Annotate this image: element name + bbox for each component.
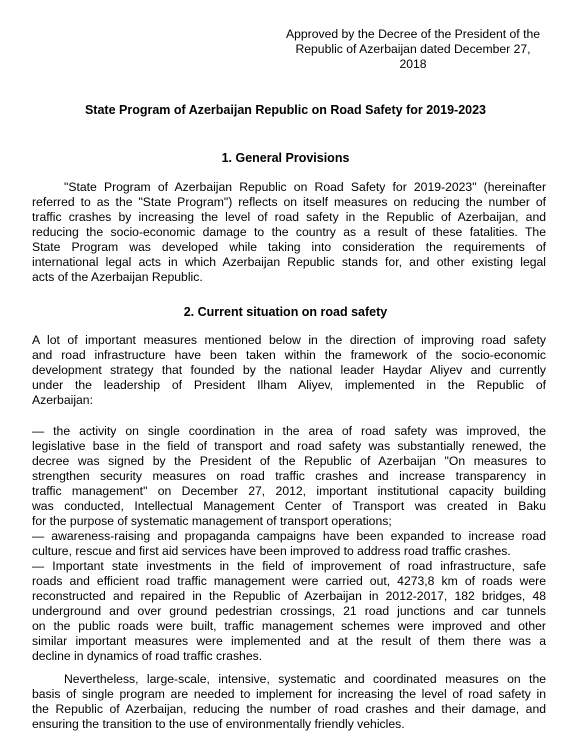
paragraph-line: basis of single program are needed to implement for increasing the level of road safety in — [32, 687, 546, 701]
list-item-line: culture, rescue and first aid services have been improved to address road traffic crashes. — [32, 544, 511, 558]
paragraph-line: State Program was developed while taking into consideration the requirements of — [32, 240, 546, 254]
document-title: State Program of Azerbaijan Republic on Road Safety for 2019-2023 — [84, 103, 487, 117]
paragraph-line: Azerbaijan: — [32, 393, 93, 407]
approval-line: Approved by the Decree of the President of the — [285, 27, 541, 41]
list-item-line: legislative base in the field of transport and road safety was substantially renewed, the — [32, 439, 546, 453]
paragraph-line: acts of the Azerbaijan Republic. — [32, 270, 203, 284]
list-item-line: decree was signed by the President of the Republic of Azerbaijan "On measures to — [32, 454, 546, 468]
current-situation-intro — [32, 333, 546, 408]
approval-line: 2018 — [399, 57, 427, 71]
list-item-line: for the purpose of systematic management of transport operations; — [32, 514, 392, 528]
approval-note — [278, 27, 548, 72]
paragraph-line: the Republic of Azerbaijan, reducing the number of road crashes and their damage, and — [32, 702, 546, 716]
paragraph-line: under the leadership of President Ilham Aliyev, implemented in the Republic of — [32, 378, 546, 392]
general-provisions-paragraph — [32, 180, 546, 285]
closing-paragraph — [32, 672, 546, 732]
list-item-line: was conducted, Intellectual Management Center of Transport was created in Baku — [32, 499, 546, 513]
section-heading-current-situation: 2. Current situation on road safety — [183, 305, 388, 319]
paragraph-line: development strategy that founded by the national leader Haydar Aliyev and currently — [32, 363, 546, 377]
paragraph-line: international legal acts in which Azerbaijan Republic stands for, and other existing legal — [32, 255, 546, 269]
paragraph-line: Nevertheless, large-scale, intensive, systematic and coordinated measures on the — [64, 672, 546, 686]
list-item-line: — awareness-raising and propaganda campaigns have been expanded to increase road — [32, 529, 546, 543]
list-item-line: strengthen security measures on road traffic crashes and increase transparency in — [32, 469, 546, 483]
paragraph-line: traffic crashes by increasing the level of road safety in the Republic of Azerbaijan, and — [32, 210, 546, 224]
paragraph-line: A lot of important measures mentioned below in the direction of improving road safety — [32, 333, 546, 347]
list-item-line: roads and efficient road traffic management were carried out, 4273,8 km of roads were — [32, 574, 546, 588]
paragraph-line: reducing the socio-economic damage to the country as a result of these fatalities. The — [32, 225, 546, 239]
paragraph-line: referred to as the "State Program") reflects on itself measures on reducing the number of — [32, 195, 546, 209]
list-item-line: reconstructed and repaired in the Republic of Azerbaijan in 2012-2017, 182 bridges, 48 — [32, 589, 546, 603]
list-item-line: — the activity on single coordination in the area of road safety was improved, the — [32, 424, 546, 438]
list-item-line: on the public roads were built, traffic management schemes were improved and other — [32, 619, 546, 633]
paragraph-line: and road infrastructure have been taken within the framework of the socio-economic — [32, 348, 546, 362]
approval-line: Republic of Azerbaijan dated December 27, — [295, 42, 531, 56]
list-item-line: traffic management" on December 27, 2012, important institutional capacity building — [32, 484, 546, 498]
paragraph-line: ensuring the transition to the use of environmentally friendly vehicles. — [32, 717, 405, 731]
section-heading-general-provisions: 1. General Provisions — [221, 151, 350, 165]
paragraph-line: "State Program of Azerbaijan Republic on Road Safety for 2019-2023" (hereinafter — [64, 180, 546, 194]
list-item-line: underground and over ground pedestrian crossings, 21 road junctions and car tunnels — [32, 604, 546, 618]
list-item-line: — Important state investments in the field of improvement of road infrastructure, safe — [32, 559, 546, 573]
measures-list — [32, 424, 546, 664]
list-item-line: similar important measures were implemented and at the result of them there was a — [32, 634, 546, 648]
list-item-line: decline in dynamics of road traffic crashes. — [32, 649, 263, 663]
